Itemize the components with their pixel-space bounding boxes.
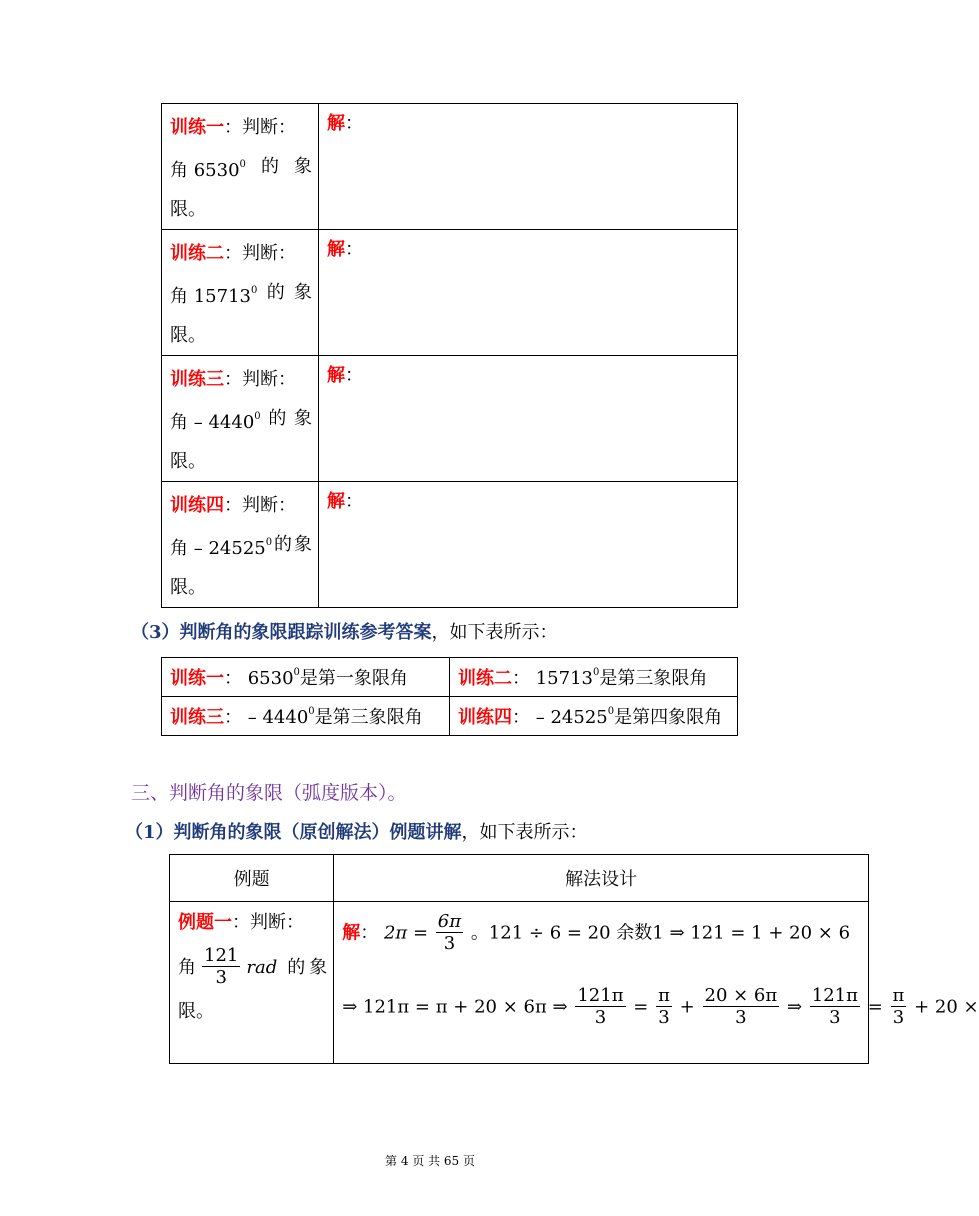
- training-answer-cell: 解：: [319, 482, 738, 608]
- training-question: 训练二：判断： 角 15713$^0$ 的 象 限。: [162, 230, 319, 356]
- training-table: [161, 103, 738, 608]
- training-question: 训练三：判断： 角 – 4440$^0$ 的 象 限。: [162, 356, 319, 482]
- answer-table: [161, 657, 738, 736]
- header-solution-design: 解法设计: [334, 855, 869, 902]
- example-table: [169, 854, 979, 1064]
- solution-line-1: 解： 2π = $\frac{6\pi}{3}$ 。121 ÷ 6 = 20 余数1 ⇒ 121 = 1 + 20 × 6: [342, 911, 851, 954]
- training-row: [162, 482, 738, 608]
- example-question: 例题一：判断： 角 $\frac{121}{3}$ rad 的 象 限。: [170, 902, 334, 1064]
- training-row: [162, 356, 738, 482]
- answer-cell: 训练二： 15713$^0$是第三象限角: [450, 658, 738, 697]
- answer-row: [162, 697, 738, 736]
- training-answer-cell: 解：: [319, 230, 738, 356]
- section-three-heading: 三、判断角的象限（弧度版本）。: [131, 782, 407, 804]
- solution-line-2: ⇒ 121π = π + 20 × 6π ⇒ $\frac{121\pi}{3}$ = $\frac{\pi}{3}$ + $\frac{20 \times 6\pi}{3}$ ⇒ $\frac{121\pi}{3}$ = $\frac{\pi}{3}$ + 20 ×: [342, 985, 979, 1028]
- answer-cell: 训练四： – 24525$^0$是第四象限角: [450, 697, 738, 736]
- training-question: 训练四：判断： 角 – 24525$^0$ 的 象 限。: [162, 482, 319, 608]
- training-answer-cell: 解：: [319, 104, 738, 230]
- header-example: 例题: [170, 855, 334, 902]
- answer-cell: 训练一： 6530$^0$是第一象限角: [162, 658, 450, 697]
- answer-cell: 训练三： – 4440$^0$是第三象限角: [162, 697, 450, 736]
- training-answer-cell: 解：: [319, 356, 738, 482]
- training-row: [162, 230, 738, 356]
- page-footer: 第 4 页 共 65 页: [385, 1154, 475, 1168]
- answer-row: [162, 658, 738, 697]
- section-3-heading: （3）判断角的象限跟踪训练参考答案，如下表所示：: [131, 622, 558, 643]
- training-question: 训练一：判断： 角 6530$^0$ 的 象 限。: [162, 104, 319, 230]
- section-1-heading: （1）判断角的象限（原创解法）例题讲解，如下表所示：: [125, 822, 588, 843]
- example-solution: [334, 902, 979, 1064]
- training-row: [162, 104, 738, 230]
